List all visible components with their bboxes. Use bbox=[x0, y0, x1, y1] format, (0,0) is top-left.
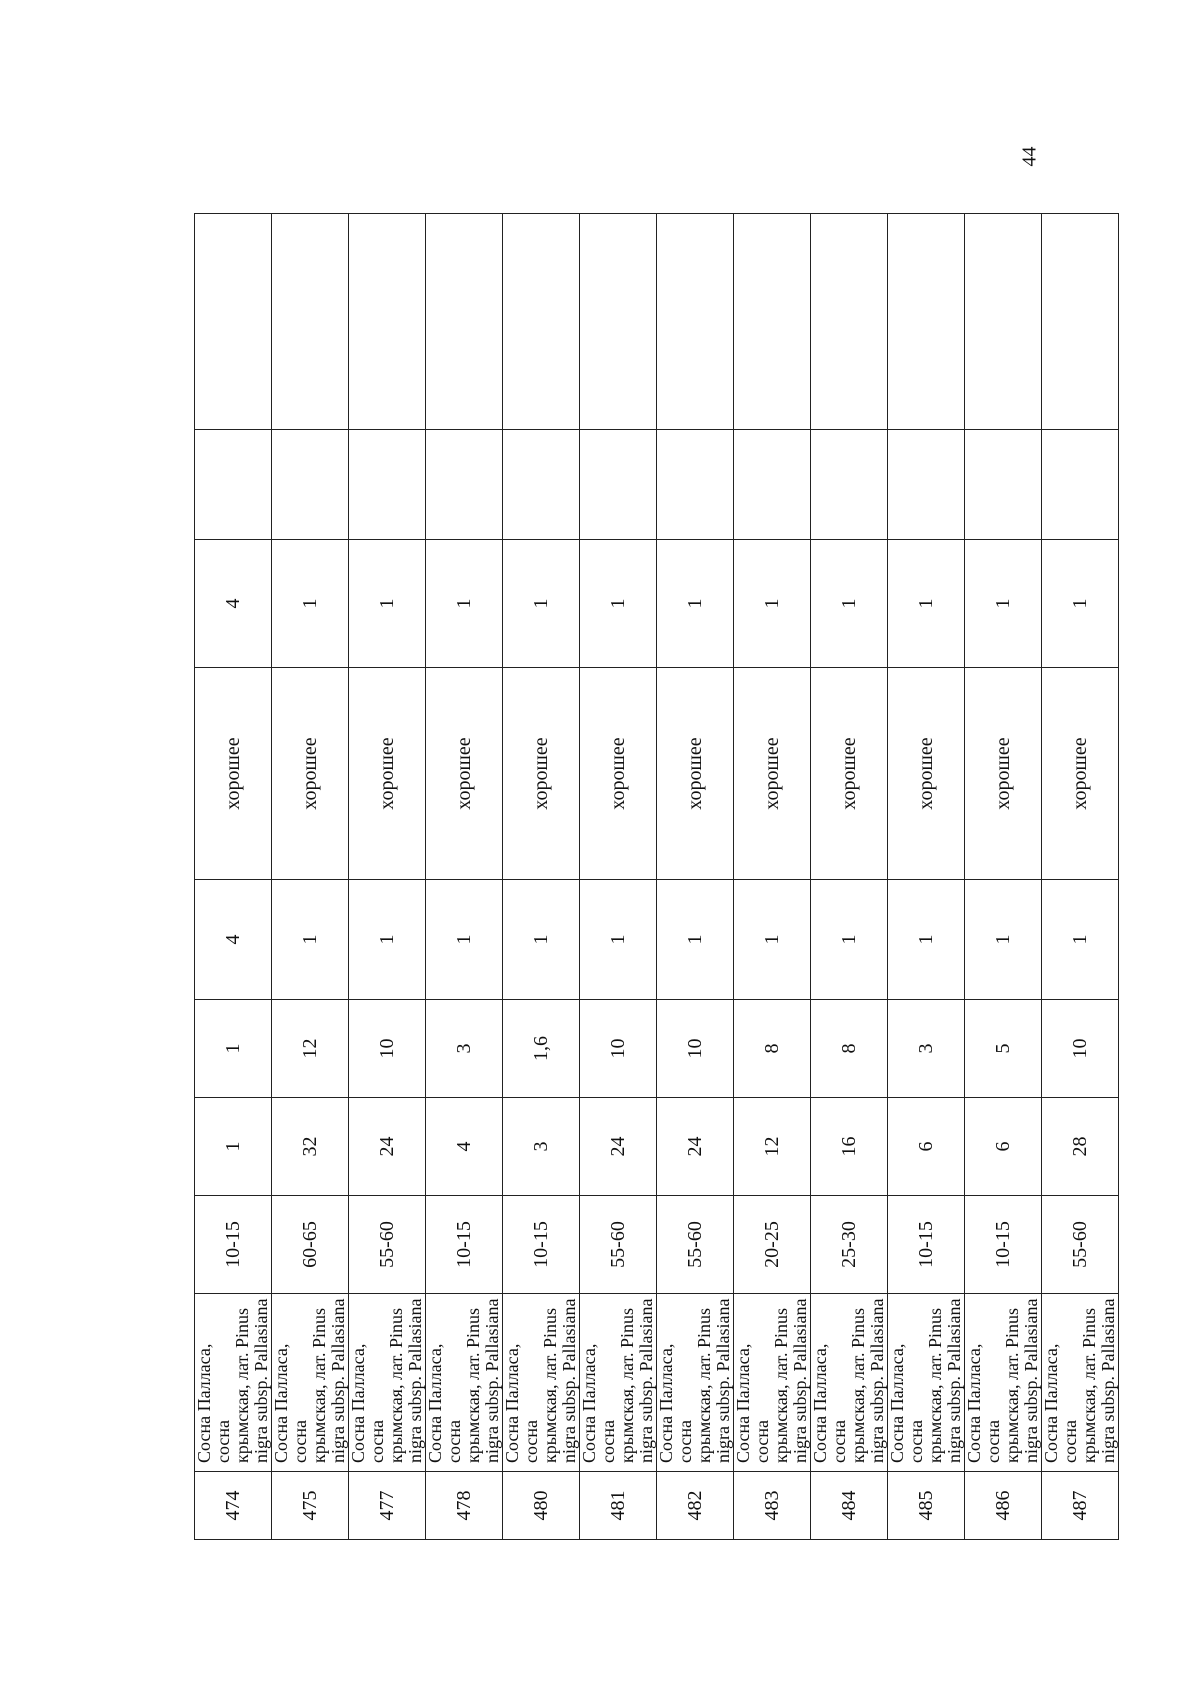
condition-cell: хорошее bbox=[965, 668, 1042, 880]
col-5-cell bbox=[349, 430, 426, 540]
col-2-cell: 10 bbox=[1042, 1000, 1119, 1098]
age-cell: 10-15 bbox=[888, 1196, 965, 1294]
tree-number-cell: 477 bbox=[349, 1472, 426, 1540]
condition-cell: хорошее bbox=[811, 668, 888, 880]
col-5-cell bbox=[503, 430, 580, 540]
table-body bbox=[195, 214, 1119, 1540]
species-line: крымская, лат. Pinus bbox=[848, 1308, 868, 1463]
species-cell bbox=[657, 1294, 734, 1472]
species-line: Сосна Палласа, сосна bbox=[964, 1343, 1003, 1463]
col-1-cell: 24 bbox=[657, 1098, 734, 1196]
col-3-cell: 1 bbox=[811, 880, 888, 1000]
species-line: Сосна Палласа, сосна bbox=[656, 1343, 695, 1463]
col-6-cell bbox=[503, 214, 580, 430]
condition-cell: хорошее bbox=[657, 668, 734, 880]
col-2-cell: 8 bbox=[811, 1000, 888, 1098]
table-row bbox=[272, 214, 349, 1540]
species-line: Сосна Палласа, сосна bbox=[502, 1343, 541, 1463]
col-1-cell: 12 bbox=[734, 1098, 811, 1196]
col-3-cell: 1 bbox=[734, 880, 811, 1000]
col-2-cell: 10 bbox=[580, 1000, 657, 1098]
age-cell: 60-65 bbox=[272, 1196, 349, 1294]
species-line: nigra subsp. Pallasiana bbox=[944, 1298, 964, 1463]
col-6-cell bbox=[965, 214, 1042, 430]
species-line: Сосна Палласа, сосна bbox=[579, 1343, 618, 1463]
tree-number-cell: 478 bbox=[426, 1472, 503, 1540]
condition-cell: хорошее bbox=[888, 668, 965, 880]
species-cell bbox=[888, 1294, 965, 1472]
col-6-cell bbox=[349, 214, 426, 430]
col-4-cell: 1 bbox=[503, 540, 580, 668]
col-5-cell bbox=[580, 430, 657, 540]
species-cell bbox=[426, 1294, 503, 1472]
col-3-cell: 1 bbox=[1042, 880, 1119, 1000]
species-cell bbox=[503, 1294, 580, 1472]
col-5-cell bbox=[657, 430, 734, 540]
species-line: Сосна Палласа, сосна bbox=[271, 1343, 310, 1463]
col-2-cell: 1 bbox=[195, 1000, 272, 1098]
table-row bbox=[349, 214, 426, 1540]
col-4-cell: 1 bbox=[734, 540, 811, 668]
col-5-cell bbox=[272, 430, 349, 540]
species-line: nigra subsp. Pallasiana bbox=[713, 1298, 733, 1463]
col-1-cell: 24 bbox=[349, 1098, 426, 1196]
col-1-cell: 1 bbox=[195, 1098, 272, 1196]
species-line: nigra subsp. Pallasiana bbox=[559, 1298, 579, 1463]
species-cell bbox=[580, 1294, 657, 1472]
col-3-cell: 1 bbox=[657, 880, 734, 1000]
species-line: nigra subsp. Pallasiana bbox=[482, 1298, 502, 1463]
species-cell bbox=[349, 1294, 426, 1472]
age-cell: 10-15 bbox=[195, 1196, 272, 1294]
species-line: nigra subsp. Pallasiana bbox=[636, 1298, 656, 1463]
age-cell: 10-15 bbox=[965, 1196, 1042, 1294]
species-line: Сосна Палласа, сосна bbox=[733, 1343, 772, 1463]
table-row bbox=[1042, 214, 1119, 1540]
col-3-cell: 1 bbox=[888, 880, 965, 1000]
col-2-cell: 8 bbox=[734, 1000, 811, 1098]
col-5-cell bbox=[426, 430, 503, 540]
tree-number-cell: 474 bbox=[195, 1472, 272, 1540]
condition-cell: хорошее bbox=[580, 668, 657, 880]
rotated-table-container bbox=[194, 214, 1118, 1540]
col-1-cell: 3 bbox=[503, 1098, 580, 1196]
col-1-cell: 4 bbox=[426, 1098, 503, 1196]
tree-inventory-table bbox=[194, 213, 1119, 1540]
species-line: крымская, лат. Pinus bbox=[925, 1308, 945, 1463]
species-cell bbox=[734, 1294, 811, 1472]
species-cell bbox=[272, 1294, 349, 1472]
species-line: крымская, лат. Pinus bbox=[1002, 1308, 1022, 1463]
col-3-cell: 4 bbox=[195, 880, 272, 1000]
table-row bbox=[811, 214, 888, 1540]
col-6-cell bbox=[426, 214, 503, 430]
condition-cell: хорошее bbox=[195, 668, 272, 880]
col-2-cell: 10 bbox=[657, 1000, 734, 1098]
col-2-cell: 1,6 bbox=[503, 1000, 580, 1098]
species-cell bbox=[195, 1294, 272, 1472]
tree-number-cell: 484 bbox=[811, 1472, 888, 1540]
col-3-cell: 1 bbox=[426, 880, 503, 1000]
age-cell: 25-30 bbox=[811, 1196, 888, 1294]
species-line: крымская, лат. Pinus bbox=[694, 1308, 714, 1463]
col-1-cell: 24 bbox=[580, 1098, 657, 1196]
age-cell: 55-60 bbox=[657, 1196, 734, 1294]
col-5-cell bbox=[888, 430, 965, 540]
table-row bbox=[888, 214, 965, 1540]
species-line: Сосна Палласа, сосна bbox=[1041, 1343, 1080, 1463]
table-row bbox=[734, 214, 811, 1540]
species-line: nigra subsp. Pallasiana bbox=[790, 1298, 810, 1463]
col-5-cell bbox=[734, 430, 811, 540]
col-3-cell: 1 bbox=[349, 880, 426, 1000]
species-line: крымская, лат. Pinus bbox=[540, 1308, 560, 1463]
col-4-cell: 1 bbox=[811, 540, 888, 668]
col-6-cell bbox=[657, 214, 734, 430]
species-line: Сосна Палласа, сосна bbox=[810, 1343, 849, 1463]
tree-number-cell: 481 bbox=[580, 1472, 657, 1540]
age-cell: 55-60 bbox=[580, 1196, 657, 1294]
condition-cell: хорошее bbox=[1042, 668, 1119, 880]
col-2-cell: 5 bbox=[965, 1000, 1042, 1098]
table-row bbox=[426, 214, 503, 1540]
col-6-cell bbox=[580, 214, 657, 430]
col-3-cell: 1 bbox=[580, 880, 657, 1000]
col-5-cell bbox=[1042, 430, 1119, 540]
tree-number-cell: 486 bbox=[965, 1472, 1042, 1540]
col-6-cell bbox=[272, 214, 349, 430]
col-4-cell: 1 bbox=[349, 540, 426, 668]
species-line: nigra subsp. Pallasiana bbox=[328, 1298, 348, 1463]
table-row bbox=[657, 214, 734, 1540]
table-row bbox=[965, 214, 1042, 1540]
species-line: Сосна Палласа, сосна bbox=[425, 1343, 464, 1463]
species-line: nigra subsp. Pallasiana bbox=[1021, 1298, 1041, 1463]
species-line: Сосна Палласа, сосна bbox=[194, 1343, 233, 1463]
col-1-cell: 28 bbox=[1042, 1098, 1119, 1196]
col-6-cell bbox=[195, 214, 272, 430]
species-line: Сосна Палласа, сосна bbox=[348, 1343, 387, 1463]
col-2-cell: 3 bbox=[426, 1000, 503, 1098]
age-cell: 10-15 bbox=[426, 1196, 503, 1294]
col-4-cell: 1 bbox=[888, 540, 965, 668]
age-cell: 55-60 bbox=[1042, 1196, 1119, 1294]
col-1-cell: 32 bbox=[272, 1098, 349, 1196]
col-4-cell: 1 bbox=[1042, 540, 1119, 668]
species-line: крымская, лат. Pinus bbox=[386, 1308, 406, 1463]
species-line: крымская, лат. Pinus bbox=[463, 1308, 483, 1463]
age-cell: 20-25 bbox=[734, 1196, 811, 1294]
species-line: nigra subsp. Pallasiana bbox=[1098, 1298, 1118, 1463]
species-line: nigra subsp. Pallasiana bbox=[251, 1298, 271, 1463]
col-5-cell bbox=[811, 430, 888, 540]
col-3-cell: 1 bbox=[965, 880, 1042, 1000]
col-1-cell: 6 bbox=[965, 1098, 1042, 1196]
col-6-cell bbox=[811, 214, 888, 430]
col-5-cell bbox=[965, 430, 1042, 540]
col-4-cell: 1 bbox=[580, 540, 657, 668]
condition-cell: хорошее bbox=[503, 668, 580, 880]
col-2-cell: 10 bbox=[349, 1000, 426, 1098]
table-row bbox=[503, 214, 580, 1540]
col-4-cell: 1 bbox=[272, 540, 349, 668]
condition-cell: хорошее bbox=[426, 668, 503, 880]
col-4-cell: 1 bbox=[657, 540, 734, 668]
col-5-cell bbox=[195, 430, 272, 540]
condition-cell: хорошее bbox=[734, 668, 811, 880]
tree-number-cell: 483 bbox=[734, 1472, 811, 1540]
species-line: nigra subsp. Pallasiana bbox=[867, 1298, 887, 1463]
condition-cell: хорошее bbox=[349, 668, 426, 880]
col-4-cell: 1 bbox=[965, 540, 1042, 668]
species-line: крымская, лат. Pinus bbox=[309, 1308, 329, 1463]
species-line: крымская, лат. Pinus bbox=[232, 1308, 252, 1463]
species-line: Сосна Палласа, сосна bbox=[887, 1343, 926, 1463]
tree-number-cell: 475 bbox=[272, 1472, 349, 1540]
col-6-cell bbox=[1042, 214, 1119, 430]
condition-cell: хорошее bbox=[272, 668, 349, 880]
col-3-cell: 1 bbox=[503, 880, 580, 1000]
species-cell bbox=[965, 1294, 1042, 1472]
tree-number-cell: 480 bbox=[503, 1472, 580, 1540]
col-3-cell: 1 bbox=[272, 880, 349, 1000]
tree-number-cell: 482 bbox=[657, 1472, 734, 1540]
col-6-cell bbox=[734, 214, 811, 430]
page-number: 44 bbox=[1018, 146, 1041, 167]
species-line: nigra subsp. Pallasiana bbox=[405, 1298, 425, 1463]
col-6-cell bbox=[888, 214, 965, 430]
col-1-cell: 16 bbox=[811, 1098, 888, 1196]
age-cell: 55-60 bbox=[349, 1196, 426, 1294]
col-2-cell: 12 bbox=[272, 1000, 349, 1098]
species-line: крымская, лат. Pinus bbox=[617, 1308, 637, 1463]
species-cell bbox=[1042, 1294, 1119, 1472]
col-2-cell: 3 bbox=[888, 1000, 965, 1098]
species-line: крымская, лат. Pinus bbox=[771, 1308, 791, 1463]
tree-number-cell: 487 bbox=[1042, 1472, 1119, 1540]
col-4-cell: 4 bbox=[195, 540, 272, 668]
col-1-cell: 6 bbox=[888, 1098, 965, 1196]
tree-number-cell: 485 bbox=[888, 1472, 965, 1540]
col-4-cell: 1 bbox=[426, 540, 503, 668]
table-row bbox=[195, 214, 272, 1540]
table-row bbox=[580, 214, 657, 1540]
age-cell: 10-15 bbox=[503, 1196, 580, 1294]
species-line: крымская, лат. Pinus bbox=[1079, 1308, 1099, 1463]
species-cell bbox=[811, 1294, 888, 1472]
